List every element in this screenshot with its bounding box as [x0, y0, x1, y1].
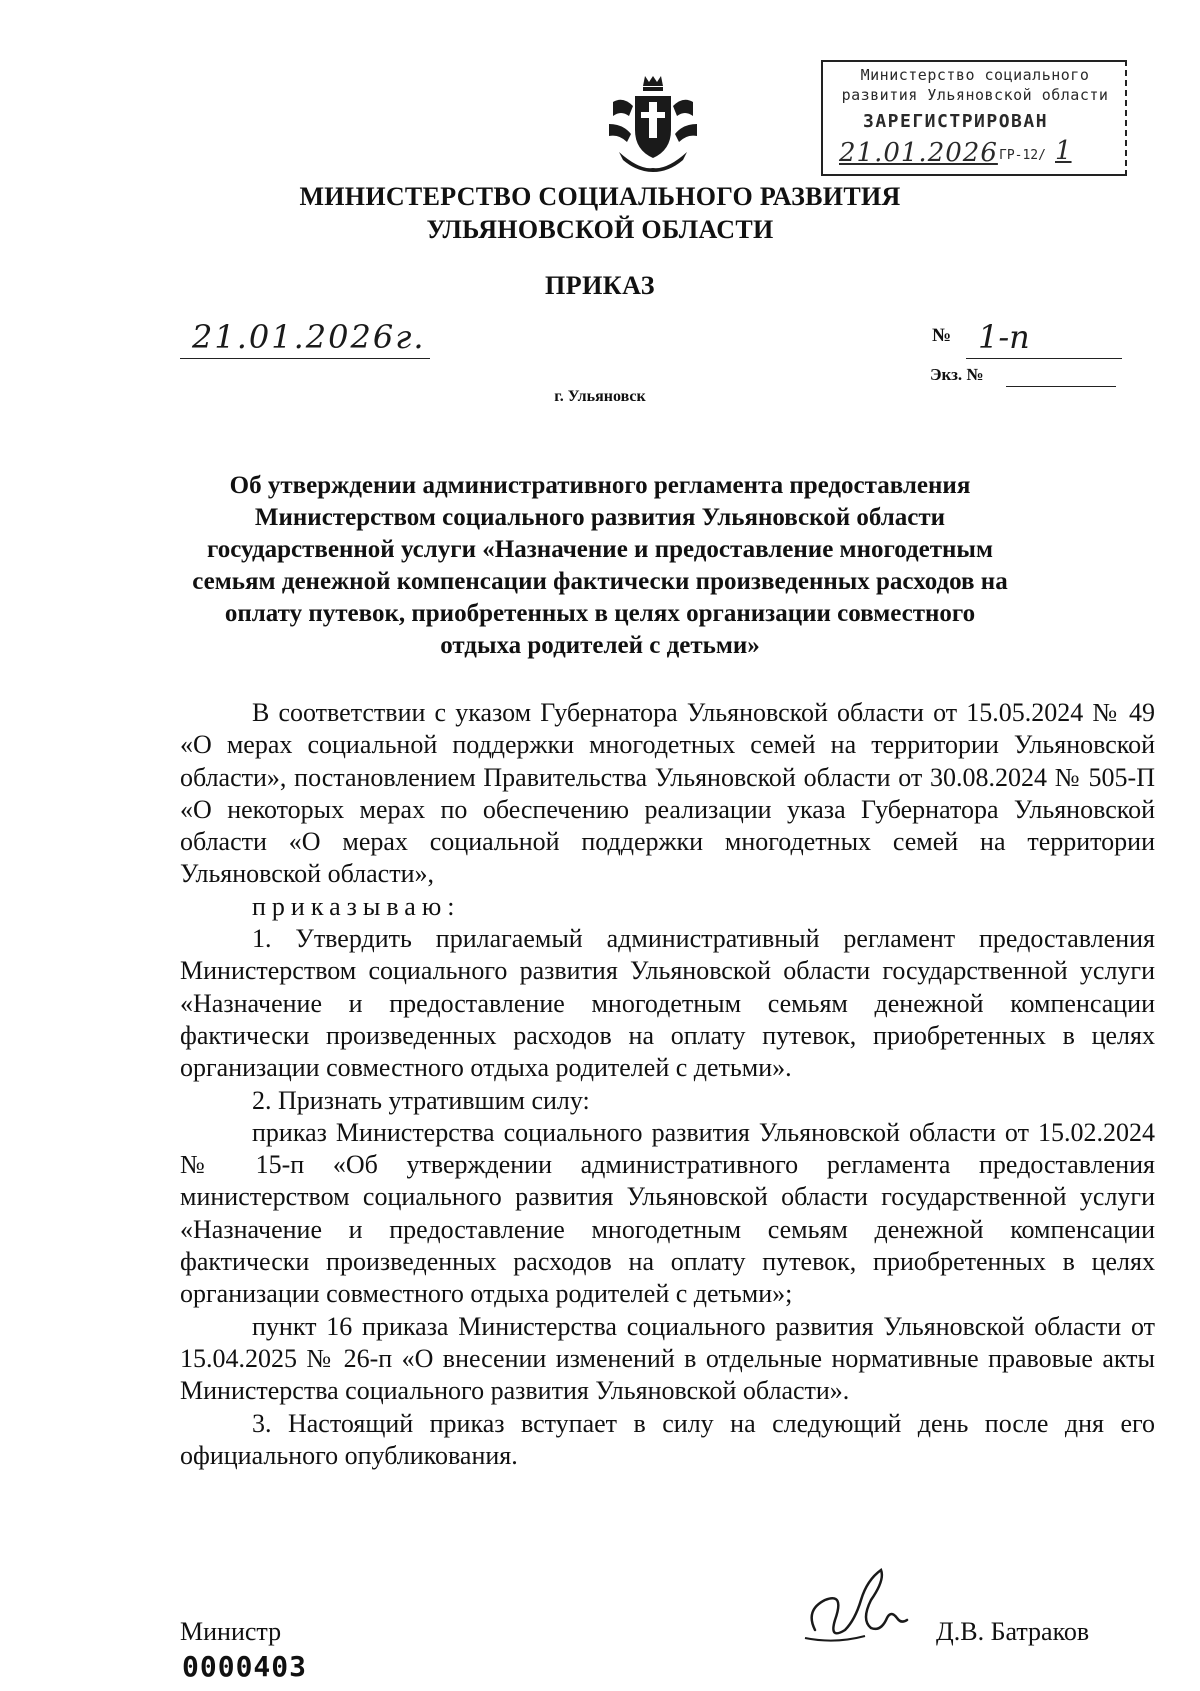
- coat-of-arms-icon: [605, 72, 701, 172]
- order-number-field: [966, 318, 1122, 359]
- copy-number-label: Экз. №: [930, 365, 984, 384]
- stamp-date: 21.01.2026: [839, 138, 998, 168]
- document-body: [180, 697, 1155, 1472]
- stamp-line2: развития Ульяновской области: [841, 86, 1109, 104]
- paragraph-item-2b: пункт 16 приказа Министерства социального развития Ульяновской области от 15.04.2025 № 26-п «О внесении изменений в отдельные нормативные правовые акты Министерства социального развития Ульяновской области».: [180, 1311, 1155, 1406]
- stamp-reg-prefix: ГР-12/: [999, 148, 1046, 163]
- paragraph-item-1: 1. Утвердить прилагаемый административный регламент предоставления Министерством социального развития Ульяновской области государственной услуги «Назначение и предоставление многодетным семьям денежной компенсации фактически произведенных расходов на оплату путевок, приобретенных в целях организации совместного отдыха родителей с детьми».: [180, 924, 1155, 1083]
- org-name-line2: УЛЬЯНОВСКОЙ ОБЛАСТИ: [426, 215, 774, 244]
- document-title: Об утверждении административного регламента предоставления Министерством социального развития Ульяновской области государственной услуги «Назначение и предоставление многодетным семьям денежной компенсации фактически произведенных расходов на оплату путевок, приобретенных в целях организации совместного отдыха родителей с детьми»: [192, 472, 1008, 659]
- copy-number-field: [1006, 366, 1116, 387]
- signer-name: Д.В. Батраков: [936, 1617, 1090, 1646]
- registration-stamp: [821, 60, 1127, 176]
- order-date-field: [180, 318, 430, 359]
- handwritten-signature: [795, 1560, 945, 1660]
- paragraph-item-3: 3. Настоящий приказ вступает в силу на следующий день после дня его официального опубликования.: [180, 1408, 1155, 1470]
- document-type: ПРИКАЗ: [544, 271, 656, 300]
- paragraph-order-word: приказываю:: [252, 891, 461, 921]
- form-serial-number: 0000403: [182, 1650, 308, 1683]
- stamp-reg-number: 1: [1055, 136, 1072, 166]
- paragraph-item-2: 2. Признать утратившим силу:: [252, 1085, 590, 1115]
- signer-position: Министр: [180, 1617, 282, 1646]
- paragraph-basis: В соответствии с указом Губернатора Ульяновской области от 15.05.2024 № 49 «О мерах социальной поддержки многодетных семей на территории Ульяновской области», постановлением Правительства Ульяновской области от 30.08.2024 № 505-П «О некоторых мерах по обеспечению реализации указа Губернатора Ульяновской области «О мерах социальной поддержки многодетных семей на территории Ульяновской области»,: [180, 698, 1155, 889]
- stamp-status: ЗАРЕГИСТРИРОВАН: [863, 111, 1049, 132]
- stamp-line1: Министерство социального: [860, 66, 1090, 84]
- org-name-line1: МИНИСТЕРСТВО СОЦИАЛЬНОГО РАЗВИТИЯ: [299, 182, 901, 211]
- paragraph-item-2a: приказ Министерства социального развития Ульяновской области от 15.02.2024 № 15-п «Об утверждении административного регламента предоставления министерством социального развития Ульяновской области государственной услуги «Назначение и предоставление многодетным семьям денежной компенсации фактически произведенных расходов на оплату путевок, приобретенных в целях организации совместного отдыха родителей с детьми»;: [180, 1117, 1155, 1309]
- city: г. Ульяновск: [554, 388, 646, 405]
- order-number-label: №: [932, 325, 952, 346]
- order-number: 1-п: [978, 318, 1030, 356]
- order-date: 21.01.2026г.: [192, 318, 426, 356]
